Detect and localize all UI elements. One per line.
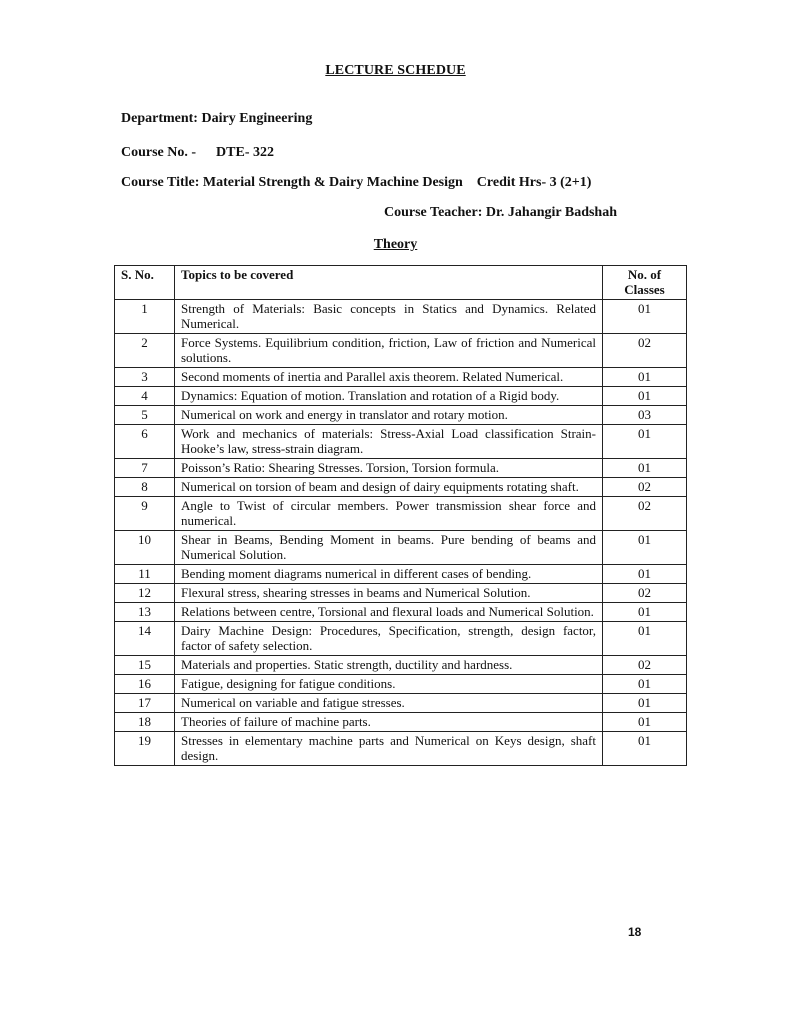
row-classes: 01 <box>603 603 687 622</box>
table-body <box>115 300 687 766</box>
table-row <box>115 334 687 368</box>
row-classes: 01 <box>603 531 687 565</box>
table-row <box>115 732 687 766</box>
credit-hours: Credit Hrs- 3 (2+1) <box>476 175 592 190</box>
page-number: 18 <box>628 925 642 939</box>
table-row <box>115 622 687 656</box>
course-title-line <box>121 175 591 191</box>
row-classes: 02 <box>603 497 687 531</box>
row-sno: 9 <box>115 497 175 531</box>
row-topic: Numerical on torsion of beam and design of dairy equipments rotating shaft. <box>175 478 603 497</box>
row-classes: 01 <box>603 713 687 732</box>
row-classes: 02 <box>603 584 687 603</box>
table-row <box>115 584 687 603</box>
row-classes: 03 <box>603 406 687 425</box>
row-sno: 17 <box>115 694 175 713</box>
row-classes: 01 <box>603 459 687 478</box>
table-row <box>115 406 687 425</box>
row-sno: 5 <box>115 406 175 425</box>
row-classes: 01 <box>603 732 687 766</box>
table-row <box>115 603 687 622</box>
row-topic: Work and mechanics of materials: Stress-Axial Load classification Strain-Hooke’s law, stress-strain diagram. <box>175 425 603 459</box>
row-topic: Dynamics: Equation of motion. Translation and rotation of a Rigid body. <box>175 387 603 406</box>
row-topic: Materials and properties. Static strength, ductility and hardness. <box>175 656 603 675</box>
row-topic: Flexural stress, shearing stresses in beams and Numerical Solution. <box>175 584 603 603</box>
row-sno: 8 <box>115 478 175 497</box>
row-sno: 2 <box>115 334 175 368</box>
row-classes: 02 <box>603 334 687 368</box>
table-row <box>115 531 687 565</box>
table-row <box>115 656 687 675</box>
row-sno: 1 <box>115 300 175 334</box>
row-classes: 01 <box>603 387 687 406</box>
course-no-value: DTE- 322 <box>216 145 274 160</box>
row-classes: 01 <box>603 565 687 584</box>
table-row <box>115 425 687 459</box>
table-row <box>115 713 687 732</box>
row-classes: 01 <box>603 425 687 459</box>
table-row <box>115 694 687 713</box>
course-no-line <box>121 145 274 161</box>
row-sno: 3 <box>115 368 175 387</box>
document-title: LECTURE SCHEDUE <box>325 63 466 78</box>
table-row <box>115 565 687 584</box>
department-value: Dairy Engineering <box>201 111 313 126</box>
row-classes: 01 <box>603 622 687 656</box>
row-topic: Angle to Twist of circular members. Power transmission shear force and numerical. <box>175 497 603 531</box>
course-title-value: Material Strength & Dairy Machine Design <box>202 175 463 190</box>
row-sno: 13 <box>115 603 175 622</box>
row-sno: 15 <box>115 656 175 675</box>
row-sno: 19 <box>115 732 175 766</box>
row-topic: Force Systems. Equilibrium condition, friction, Law of friction and Numerical solutions. <box>175 334 603 368</box>
table-row <box>115 368 687 387</box>
course-title-label: Course Title: <box>121 175 200 190</box>
header-topics: Topics to be covered <box>175 266 603 300</box>
row-topic: Relations between centre, Torsional and flexural loads and Numerical Solution. <box>175 603 603 622</box>
row-classes: 02 <box>603 656 687 675</box>
table-row <box>115 675 687 694</box>
row-classes: 01 <box>603 300 687 334</box>
row-topic: Bending moment diagrams numerical in different cases of bending. <box>175 565 603 584</box>
row-sno: 14 <box>115 622 175 656</box>
row-sno: 10 <box>115 531 175 565</box>
department-label: Department: <box>121 111 198 126</box>
row-sno: 16 <box>115 675 175 694</box>
row-sno: 12 <box>115 584 175 603</box>
lecture-schedule-table <box>114 265 687 766</box>
row-sno: 4 <box>115 387 175 406</box>
section-heading: Theory <box>373 237 418 252</box>
row-classes: 01 <box>603 368 687 387</box>
row-classes: 02 <box>603 478 687 497</box>
table-header-row <box>115 266 687 300</box>
row-sno: 7 <box>115 459 175 478</box>
row-topic: Stresses in elementary machine parts and Numerical on Keys design, shaft design. <box>175 732 603 766</box>
row-topic: Strength of Materials: Basic concepts in Statics and Dynamics. Related Numerical. <box>175 300 603 334</box>
header-sno: S. No. <box>115 266 175 300</box>
row-sno: 11 <box>115 565 175 584</box>
table-row <box>115 387 687 406</box>
row-sno: 6 <box>115 425 175 459</box>
row-sno: 18 <box>115 713 175 732</box>
table-row <box>115 300 687 334</box>
row-topic: Dairy Machine Design: Procedures, Specification, strength, design factor, factor of safety selection. <box>175 622 603 656</box>
row-topic: Fatigue, designing for fatigue conditions. <box>175 675 603 694</box>
table-row <box>115 459 687 478</box>
department-line <box>121 111 312 127</box>
row-classes: 01 <box>603 675 687 694</box>
row-topic: Numerical on variable and fatigue stresses. <box>175 694 603 713</box>
course-teacher-line <box>384 205 617 221</box>
table-row <box>115 497 687 531</box>
row-topic: Numerical on work and energy in translator and rotary motion. <box>175 406 603 425</box>
row-topic: Second moments of inertia and Parallel axis theorem. Related Numerical. <box>175 368 603 387</box>
teacher-label: Course Teacher: <box>384 205 483 220</box>
table-row <box>115 478 687 497</box>
course-no-label: Course No. - <box>121 145 197 160</box>
teacher-value: Dr. Jahangir Badshah <box>485 205 617 220</box>
row-classes: 01 <box>603 694 687 713</box>
row-topic: Poisson’s Ratio: Shearing Stresses. Torsion, Torsion formula. <box>175 459 603 478</box>
row-topic: Shear in Beams, Bending Moment in beams. Pure bending of beams and Numerical Solution. <box>175 531 603 565</box>
row-topic: Theories of failure of machine parts. <box>175 713 603 732</box>
header-classes: No. of Classes <box>603 266 687 300</box>
